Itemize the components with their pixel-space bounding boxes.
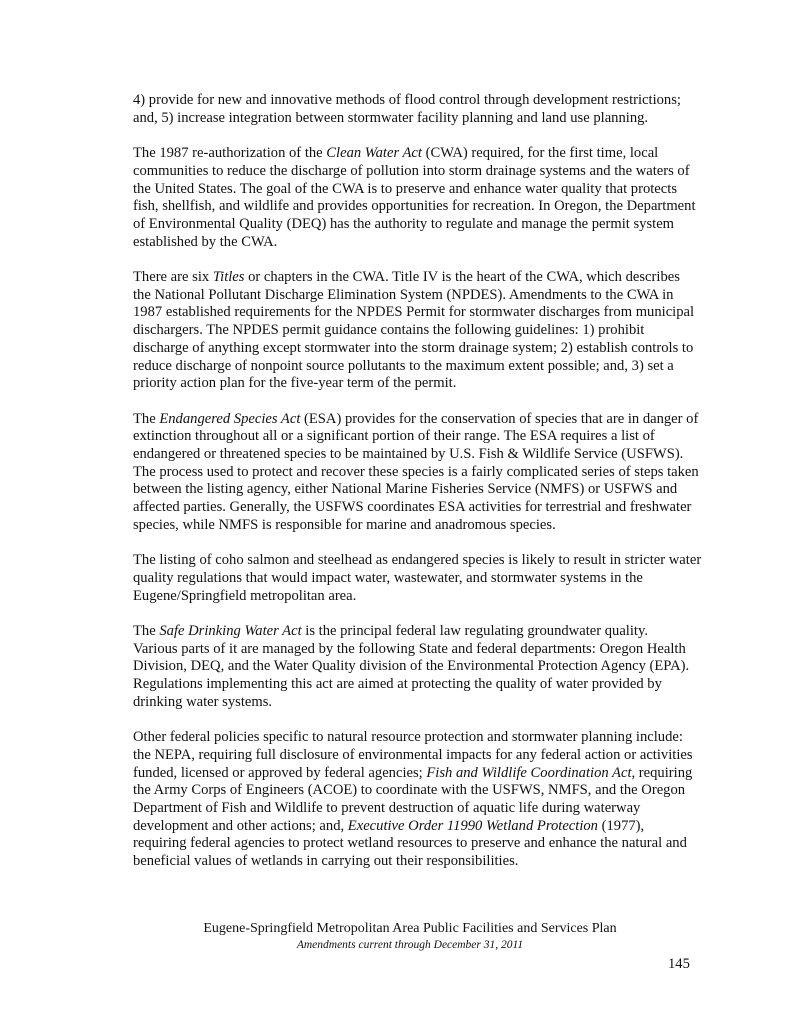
text-line [133, 287, 733, 305]
text-line [133, 163, 733, 181]
text-line [133, 818, 733, 836]
paragraph [133, 623, 733, 712]
text-line [133, 181, 733, 199]
text-segment: Regulations implementing this act are aimed at protecting the quality of water provided by [133, 676, 662, 693]
text-segment: 1987 established requirements for the NPDES Permit for stormwater discharges from municipal [133, 304, 695, 321]
text-segment: 4) provide for new and innovative methods of flood control through development restrictions; [133, 92, 681, 108]
text-line [133, 411, 733, 429]
text-line [133, 800, 733, 818]
text-segment: The 1987 re-authorization of the [133, 145, 327, 162]
text-segment: The listing of coho salmon and steelhead as endangered species is likely to result in stricter water [133, 552, 702, 569]
text-segment: established by the CWA. [133, 233, 278, 250]
text-line [133, 694, 733, 712]
paragraph [133, 145, 733, 251]
text-segment: endangered or threatened species to be maintained by U.S. Fish & Wildlife Service (USFWS). [133, 446, 684, 463]
text-line [133, 517, 733, 535]
paragraph [133, 269, 733, 393]
text-segment: communities to reduce the discharge of pollution into storm drainage systems and the waters of [133, 162, 690, 179]
italic-text: Executive Order 11990 Wetland Protection [347, 817, 598, 834]
text-segment: drinking water systems. [133, 693, 273, 710]
text-line [133, 428, 733, 446]
footer-title: Eugene-Springfield Metropolitan Area Public Facilities and Services Plan [203, 921, 617, 936]
text-line [133, 835, 733, 853]
italic-text: Safe Drinking Water Act [159, 623, 302, 640]
text-line [133, 623, 733, 641]
text-line [133, 570, 733, 588]
text-segment: (ESA) provides for the conservation of species that are in danger of [300, 410, 699, 427]
text-line [133, 92, 733, 110]
text-segment: (CWA) required, for the first time, local [421, 145, 659, 162]
text-segment: is the principal federal law regulating groundwater quality. [301, 623, 648, 640]
text-segment: beneficial values of wetlands in carrying out their responsibilities. [133, 853, 519, 870]
text-line [133, 269, 733, 287]
text-segment: The [133, 623, 160, 640]
paragraph [133, 552, 733, 605]
text-segment: requiring federal agencies to protect wetland resources to preserve and enhance the natural and [133, 835, 687, 852]
text-segment: The process used to protect and recover these species is a fairly complicated series of steps taken [133, 463, 699, 480]
text-segment: Department of Fish and Wildlife to prevent destruction of aquatic life during waterway [133, 800, 641, 817]
text-line [133, 853, 733, 871]
text-segment: extinction throughout all or a significant portion of their range. The ESA requires a list of [133, 428, 655, 445]
text-segment: , requiring [631, 764, 693, 781]
text-line [133, 234, 733, 252]
text-segment: funded, licensed or approved by federal agencies; [133, 764, 427, 781]
text-line [133, 375, 733, 393]
text-line [133, 641, 733, 659]
text-line [133, 464, 733, 482]
text-segment: between the listing agency, either National Marine Fisheries Service (NMFS) or USFWS and [133, 481, 678, 498]
text-segment: (1977), [597, 817, 645, 834]
text-segment: of Environmental Quality (DEQ) has the authority to regulate and manage the permit system [133, 215, 675, 232]
text-line [133, 145, 733, 163]
text-line [133, 658, 733, 676]
text-line [133, 729, 733, 747]
text-segment: affected parties. Generally, the USFWS coordinates ESA activities for terrestrial and freshwater [133, 499, 692, 516]
italic-text: Clean Water Act [326, 145, 422, 162]
text-segment: the NEPA, requiring full disclosure of environmental impacts for any federal action or activities [133, 746, 693, 763]
text-line [133, 588, 733, 606]
text-line [133, 782, 733, 800]
text-segment: or chapters in the CWA. Title IV is the heart of the CWA, which describes [244, 269, 680, 285]
text-segment: species, while NMFS is responsible for marine and anadromous species. [133, 516, 556, 533]
text-line [133, 216, 733, 234]
text-segment: development and other actions; and, [133, 817, 348, 834]
text-segment: Other federal policies specific to natural resource protection and stormwater planning include: [133, 729, 683, 746]
text-segment: the United States. The goal of the CWA is to preserve and enhance water quality that protects [133, 180, 677, 197]
italic-text: Endangered Species Act [159, 410, 301, 427]
italic-text: Titles [212, 269, 245, 285]
text-segment: priority action plan for the five-year term of the permit. [133, 375, 457, 392]
paragraph [133, 92, 733, 127]
text-segment: reduce discharge of nonpoint source pollutants to the maximum extent possible; and, 3) set a [133, 357, 674, 374]
text-line [133, 358, 733, 376]
italic-text: Fish and Wildlife Coordination Act [426, 764, 632, 781]
text-line [133, 446, 733, 464]
text-segment: the National Pollutant Discharge Elimination System (NPDES). Amendments to the CWA in [133, 286, 674, 303]
text-segment: the Army Corps of Engineers (ACOE) to coordinate with the USFWS, NMFS, and the Oregon [133, 782, 686, 799]
paragraph [133, 729, 733, 871]
text-line [133, 676, 733, 694]
text-segment: Eugene/Springfield metropolitan area. [133, 587, 357, 604]
text-line [133, 304, 733, 322]
text-segment: discharge of anything except stormwater into the storm drainage system; 2) establish controls to [133, 339, 694, 356]
text-line [133, 499, 733, 517]
text-line [133, 322, 733, 340]
text-line [133, 198, 733, 216]
footer-subtitle: Amendments current through December 31, 2011 [296, 939, 524, 951]
text-line [133, 110, 733, 128]
text-segment: There are six [133, 269, 213, 285]
text-segment: and, 5) increase integration between stormwater facility planning and land use planning. [133, 109, 649, 126]
text-line [133, 481, 733, 499]
text-segment: quality regulations that would impact water, wastewater, and stormwater systems in the [133, 569, 643, 586]
text-line [133, 747, 733, 765]
text-line [133, 552, 733, 570]
text-line [133, 340, 733, 358]
text-segment: dischargers. The NPDES permit guidance contains the following guidelines: 1) prohibit [133, 322, 645, 339]
text-line [133, 765, 733, 783]
page-number: 145 [668, 956, 690, 972]
text-segment: The [133, 410, 160, 427]
paragraph [133, 411, 733, 535]
text-segment: fish, shellfish, and wildlife and provides opportunities for recreation. In Oregon, the Department [133, 198, 696, 215]
text-segment: Various parts of it are managed by the following State and federal departments: Oregon Health [133, 640, 686, 657]
text-segment: Division, DEQ, and the Water Quality division of the Environmental Protection Agency (EPA). [133, 658, 690, 675]
document-body [133, 92, 733, 889]
